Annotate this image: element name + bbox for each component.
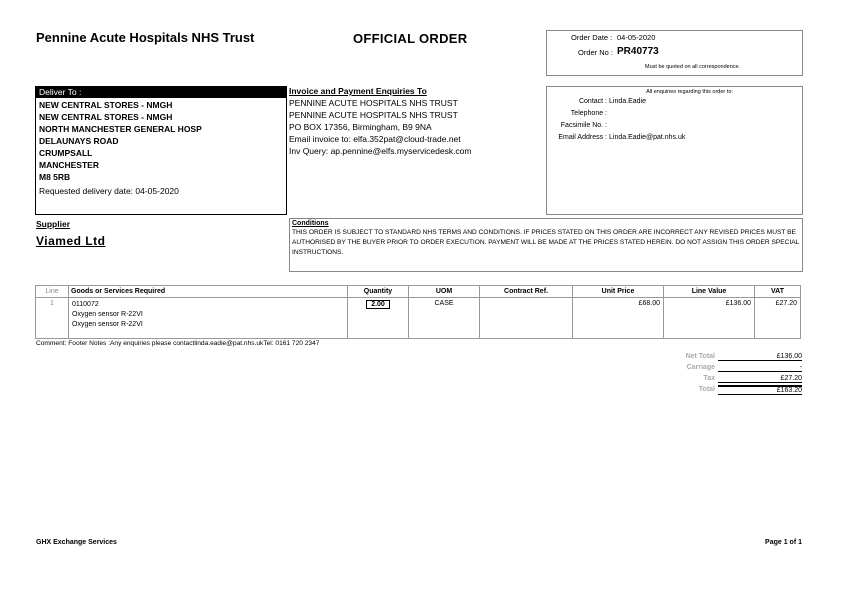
page-number: Page 1 of 1 [765,539,802,546]
order-note: Must be quoted on all correspondence. [645,64,741,70]
invoice-line: PENNINE ACUTE HOSPITALS NHS TRUST [289,110,458,120]
uom-cell: CASE [409,298,480,339]
deliver-line: MANCHESTER [39,160,99,170]
conditions-heading: Conditions [292,220,329,227]
contact-value: Linda.Eadie [609,98,646,105]
quantity-value: 2.00 [366,300,390,309]
email-label: Email Address : [558,134,607,141]
column-header-contract-ref: Contract Ref. [480,286,573,298]
deliver-line: NORTH MANCHESTER GENERAL HOSP [39,124,202,134]
invoice-email: Email invoice to: elfa.352pat@cloud-trade.net [289,134,461,144]
carriage-label: Carriage [686,364,715,371]
order-no-value: PR40773 [617,46,659,57]
column-header-uom: UOM [409,286,480,298]
contact-note: All enquiries regarding this order to: [646,89,733,95]
email-value: Linda.Eadie@pat.nhs.uk [609,134,686,141]
deliver-line: M8 5RB [39,172,71,182]
conditions-box [289,218,803,272]
organisation-name: Pennine Acute Hospitals NHS Trust [36,30,255,45]
contract-ref-cell [480,298,573,339]
supplier-label: Supplier [36,219,71,229]
order-no-label: Order No : [578,48,614,57]
order-date-value: 04-05-2020 [617,33,656,42]
contact-row [547,96,802,108]
grand-total-label: Total [698,386,715,393]
line-value-cell: £136.00 [664,298,755,339]
email-row [547,132,802,144]
vat-cell: £27.20 [755,298,801,339]
tax-value: £27.20 [718,375,802,383]
contact-box [546,86,803,215]
grand-total-value: £163.20 [718,385,802,395]
column-header-vat: VAT [755,286,801,298]
product-description: Oxygen sensor R-22VI [72,321,143,328]
footer-comment: Comment: Footer Notes :Any enquiries please contactlinda.eadie@pat.nhs.ukTel: 0161 720 2347 [36,340,320,347]
column-header-quantity: Quantity [348,286,409,298]
deliver-line: NEW CENTRAL STORES - NMGH [39,100,173,110]
table-header-row [36,286,801,298]
product-description: Oxygen sensor R-22VI [72,311,143,318]
column-header-unit-price: Unit Price [573,286,664,298]
product-code: 0110072 [72,301,99,308]
invoice-query: Inv Query: ap.pennine@elfs.myservicedesk.com [289,146,472,156]
tax-label: Tax [703,375,715,382]
quantity-cell [348,298,409,339]
order-info-box [546,30,803,76]
order-date-label: Order Date : [571,33,613,42]
invoice-line: PO BOX 17356, Birmingham, B9 9NA [289,122,432,132]
requested-delivery-date: Requested delivery date: 04-05-2020 [39,186,179,196]
deliver-to-box [35,86,287,215]
goods-description [69,298,348,339]
column-header-line-value: Line Value [664,286,755,298]
line-number: 1 [36,298,69,339]
unit-price-cell: £68.00 [573,298,664,339]
fax-label: Facsimile No. : [560,122,607,129]
net-total-value: £136.00 [718,353,802,361]
carriage-row [600,362,802,373]
invoice-line: PENNINE ACUTE HOSPITALS NHS TRUST [289,98,458,108]
fax-row [547,120,802,132]
document-title: OFFICIAL ORDER [353,31,468,46]
footer-service-name: GHX Exchange Services [36,539,117,546]
carriage-value: - [718,364,802,372]
contact-label: Contact : [578,98,607,105]
table-row [36,298,801,339]
column-header-goods: Goods or Services Required [69,286,348,298]
deliver-line: CRUMPSALL [39,148,93,158]
column-header-line: Line [36,286,69,298]
net-total-label: Net Total [685,353,715,360]
deliver-address [36,98,286,184]
net-total-row [600,351,802,362]
grand-total-row [600,384,802,395]
deliver-line: NEW CENTRAL STORES - NMGH [39,112,173,122]
invoice-enquiries-box [289,86,545,213]
order-lines-table [35,285,801,339]
telephone-row [547,108,802,120]
supplier-name: Viamed Ltd [36,234,106,248]
totals-block [600,351,802,395]
invoice-address [289,97,545,157]
telephone-label: Telephone : [570,110,607,117]
invoice-heading: Invoice and Payment Enquiries To [289,86,427,96]
deliver-to-heading: Deliver To : [36,87,286,98]
conditions-text: THIS ORDER IS SUBJECT TO STANDARD NHS TERMS AND CONDITIONS. IF PRICES STATED ON THIS ORDER ARE INCORRECT ANY REVISED PRICES MUST BE AUTHORISED BY THE BUYER PRIOR TO ORDER EXECUTION. PAYMENT WILL BE MADE AT THE PRICES STATED HEREIN. DO NOT ASSIGN THIS ORDER SPECIAL INSTRUCTIONS. [292,229,800,256]
deliver-line: DELAUNAYS ROAD [39,136,119,146]
tax-row [600,373,802,384]
